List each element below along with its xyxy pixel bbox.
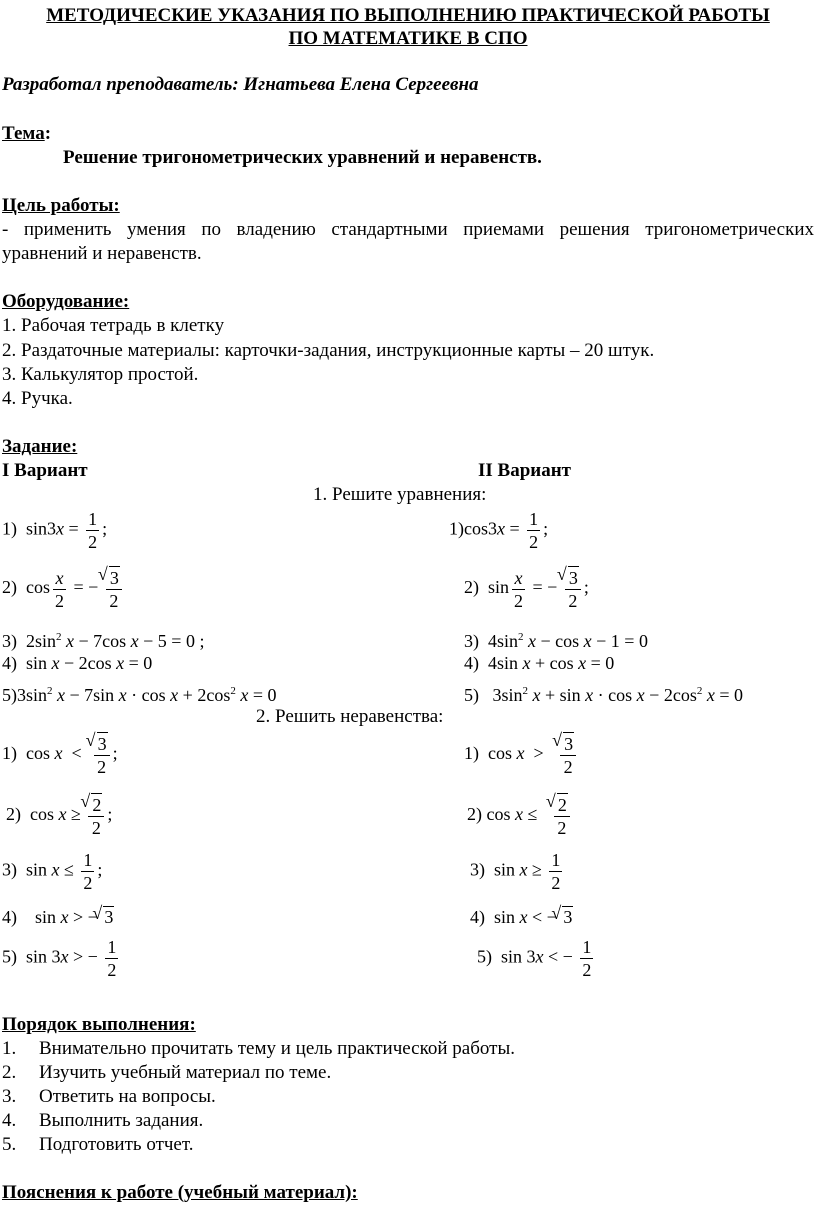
inequality-v1-4: 4) sin x > − √ 3 [2,906,114,927]
equation-v1-4: 4) sin x − 2cos x = 0 [2,653,153,673]
procedure-item-text: Изучить учебный материал по теме. [39,1062,332,1083]
procedure-item-text: Подготовить отчет. [39,1134,194,1155]
goal-line1: - применить умения по владению стандартными приемами решения тригонометрических [2,219,814,240]
procedure-item [2,1061,331,1085]
equipment-item: 4. Ручка. [2,388,73,409]
equipment-label: Оборудование: [2,291,130,312]
procedure-item-number: 4. [2,1110,17,1131]
equation-v2-3: 3) $4\sin^2$ x − cos x − 1 = 0 [464,631,648,651]
equation-v1-2: 2) cos $\frac{x}{2}$ = − √ $\frac{3}{2}$ [2,566,125,612]
inequality-v2-4: 4) sin x < − √ 3 [470,906,573,927]
explanations-label: Пояснения к работе (учебный материал): [2,1182,358,1203]
procedure-item-number: 2. [2,1062,17,1083]
inequality-v2-1: 1) cos x > √ $\frac{3}{2}$ [464,732,579,778]
document-title-line1: МЕТОДИЧЕСКИЕ УКАЗАНИЯ ПО ВЫПОЛНЕНИЮ ПРАКТИЧЕСКОЙ РАБОТЫ [46,5,770,26]
procedure-item-number: 5. [2,1134,17,1155]
procedure-item [2,1085,216,1109]
equation-v2-5: 5) $3\sin^2$ $x + \sin x \cdot \cos x - 2\cos^2$ x = 0 [464,685,743,705]
equation-v1-5: $5)3\sin^2$ x − 7sin $x \cdot \cos x + 2\cos^2$ x = 0 [2,685,277,705]
goal-label: Цель работы: [2,195,120,216]
variant2-heading: II Вариант [478,460,572,481]
section1-heading: 1. Решите уравнения: [313,484,487,505]
equation-v2-2: 2) sin $\frac{x}{2}$ = − √ $\frac{3}{2}$ ; [464,566,589,612]
equation-v2-1: 1)cos3x = $\frac{1}{2}$ ; [449,509,549,552]
procedure-item-number: 3. [2,1086,17,1107]
topic-label: Тема [2,123,45,144]
procedure-item-text: Внимательно прочитать тему и цель практической работы. [39,1038,515,1059]
task-label: Задание: [2,436,78,457]
inequality-v1-5: 5) sin 3x > − $\frac{1}{2}$ [2,937,117,980]
procedure-label: Порядок выполнения: [2,1014,196,1035]
equation-v1-3: 3) $2\sin^2$ x − 7cos x − 5 = 0 ; [2,631,205,651]
procedure-item-text: Выполнить задания. [39,1110,204,1131]
inequality-v2-3: 3) sin x ≥ $\frac{1}{2}$ [470,850,561,893]
equipment-item: 2. Раздаточные материалы: карточки-задания, инструкционные карты – 20 штук. [2,340,655,361]
inequality-v2-2: 2) cos x ≤ √ $\frac{2}{2}$ [467,793,573,839]
inequality-v1-2: 2) cos x ≥ √ $\frac{2}{2}$ ; [6,793,112,839]
procedure-item [2,1109,203,1133]
procedure-item-number: 1. [2,1038,17,1059]
variant1-heading: I Вариант [2,460,88,481]
equation-v2-4: 4) 4sin x + cos x = 0 [464,653,615,673]
inequality-v2-5: 5) sin 3x < − $\frac{1}{2}$ [477,937,592,980]
topic-text: Решение тригонометрических уравнений и неравенств. [63,147,542,168]
topic-colon: : [44,123,52,144]
equipment-item: 1. Рабочая тетрадь в клетку [2,315,225,336]
topic-heading [2,122,51,146]
author-line: Разработал преподаватель: Игнатьева Елена Сергеевна [2,74,479,95]
goal-line2: уравнений и неравенств. [2,243,202,264]
inequality-v1-3: 3) sin x ≤ $\frac{1}{2}$ ; [2,850,103,893]
document-title-line2: ПО МАТЕМАТИКЕ В СПО [288,28,528,49]
equation-v1-1: 1) sin3x = $\frac{1}{2}$ ; [2,509,108,552]
equipment-item: 3. Калькулятор простой. [2,364,199,385]
inequality-v1-1: 1) cos x < √ $\frac{3}{2}$ ; [2,732,118,778]
procedure-item-text: Ответить на вопросы. [39,1086,216,1107]
section2-heading: 2. Решить неравенства: [256,706,444,727]
procedure-item [2,1133,194,1157]
procedure-item [2,1037,515,1061]
